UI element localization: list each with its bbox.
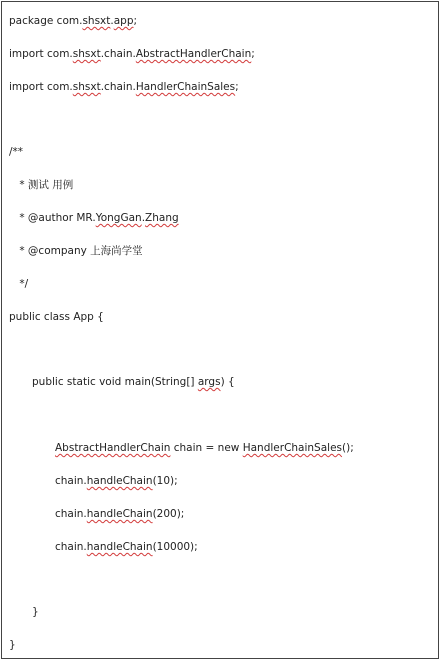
comment-company: * @company 上海尚学堂: [16, 245, 143, 257]
comment-line: * 测试 用例: [16, 179, 74, 191]
misspelled-word: shsxt: [72, 81, 101, 93]
chain-declaration: AbstractHandlerChain chain = new HandlerChainSales();: [55, 442, 354, 454]
import-statement: import com.shsxt.chain.AbstractHandlerChain;: [9, 48, 255, 60]
misspelled-word: app: [113, 15, 134, 27]
package-statement: package com.shsxt.app;: [9, 15, 138, 27]
main-method-close: }: [32, 606, 39, 618]
method-call: chain.handleChain(10000);: [55, 541, 198, 553]
misspelled-word: HandlerChainSales: [242, 442, 343, 454]
class-declaration: public class App {: [9, 311, 104, 323]
comment-open: /**: [9, 146, 24, 158]
misspelled-word: handleChain: [86, 508, 153, 520]
misspelled-word: args: [197, 376, 221, 388]
misspelled-word: shsxt: [72, 48, 101, 60]
main-method-declaration: public static void main(String[] args) {: [32, 376, 235, 388]
misspelled-word: shsxt: [82, 15, 111, 27]
misspelled-word: handleChain: [86, 475, 153, 487]
import-statement: import com.shsxt.chain.HandlerChainSales;: [9, 81, 239, 93]
misspelled-word: HandlerChainSales: [135, 81, 236, 93]
class-close: }: [9, 639, 16, 651]
comment-close: */: [16, 278, 29, 290]
method-call: chain.handleChain(200);: [55, 508, 185, 520]
comment-author: * @author MR.YongGan.Zhang: [16, 212, 179, 224]
misspelled-word: AbstractHandlerChain: [55, 442, 171, 454]
misspelled-word: AbstractHandlerChain: [135, 48, 252, 60]
misspelled-word: handleChain: [86, 541, 153, 553]
misspelled-word: Zhang: [145, 212, 179, 224]
method-call: chain.handleChain(10);: [55, 475, 178, 487]
misspelled-word: YongGan: [95, 212, 142, 224]
document-page: [1, 1, 439, 659]
